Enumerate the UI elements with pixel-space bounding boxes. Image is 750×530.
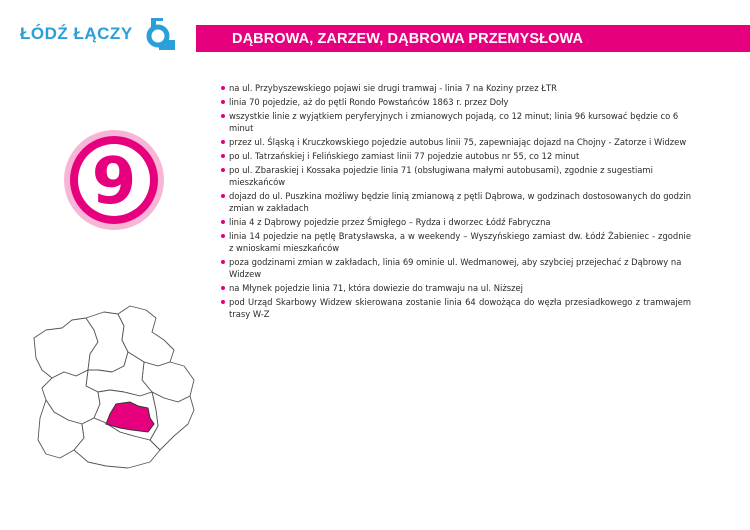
- list-item: wszystkie linie z wyjątkiem peryferyjnych i zmianowych pojadą, co 12 minut; linia 96 kursować będzie co 6 minut: [221, 110, 691, 134]
- list-item: dojazd do ul. Puszkina możliwy będzie linią zmianową z pętli Dąbrowa, w godzinach dostosowanych do godzin zmian w zakładach: [221, 190, 691, 214]
- logo-text: ŁÓDŹ ŁĄCZY: [20, 24, 133, 43]
- changes-list: [221, 82, 691, 322]
- list-item: linia 4 z Dąbrowy pojedzie przez Śmigłego – Rydza i dworzec Łódź Fabryczna: [221, 216, 691, 228]
- district-number: 9: [91, 145, 137, 219]
- list-item: po ul. Zbaraskiej i Kossaka pojedzie linia 71 (obsługiwana małymi autobusami), zgodnie z sugestiami mieszkańców: [221, 164, 691, 188]
- page-title: DĄBROWA, ZARZEW, DĄBROWA PRZEMYSŁOWA: [232, 30, 584, 47]
- lodz-logo-icon: [139, 14, 179, 54]
- list-item: poza godzinami zmian w zakładach, linia 69 ominie ul. Wedmanowej, aby szybciej przejechać z Dąbrowy na Widzew: [221, 256, 691, 280]
- district-number-badge: [63, 129, 165, 231]
- district-map: [24, 300, 204, 475]
- list-item: na Młynek pojedzie linia 71, która dowiezie do tramwaju na ul. Niższej: [221, 282, 691, 294]
- list-item: linia 70 pojedzie, aż do pętli Rondo Powstańców 1863 r. przez Doły: [221, 96, 691, 108]
- list-item: po ul. Tatrzańskiej i Felińskiego zamiast linii 77 pojedzie autobus nr 55, co 12 minut: [221, 150, 691, 162]
- header-banner: [196, 25, 750, 52]
- logo: [20, 14, 179, 54]
- list-item: na ul. Przybyszewskiego pojawi sie drugi tramwaj - linia 7 na Koziny przez ŁTR: [221, 82, 691, 94]
- list-item: pod Urząd Skarbowy Widzew skierowana zostanie linia 64 dowożąca do węzła przesiadkowego z tramwajem trasy W-Z: [221, 296, 691, 320]
- list-item: przez ul. Śląską i Kruczkowskiego pojedzie autobus linii 75, zapewniając dojazd na Chojny - Zatorze i Widzew: [221, 136, 691, 148]
- list-item: linia 14 pojedzie na pętlę Bratysławska, a w weekendy – Wyszyńskiego zamiast dw. Łódź Żabieniec - zgodnie z wnioskami mieszkańców: [221, 230, 691, 254]
